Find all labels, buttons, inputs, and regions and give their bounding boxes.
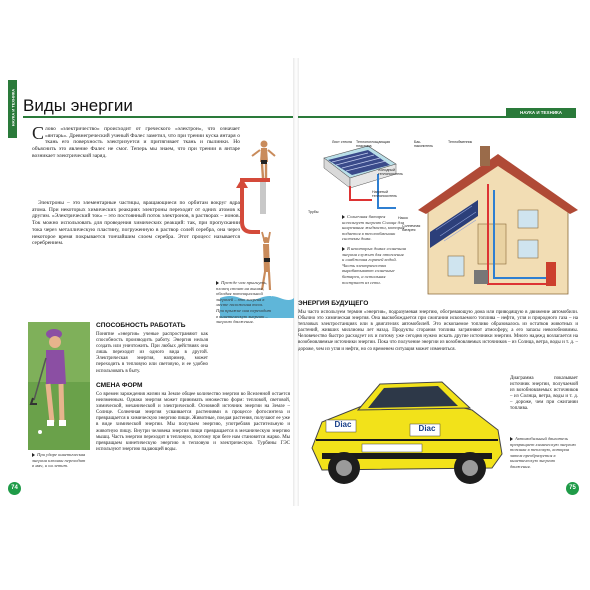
caption-triangle-icon — [216, 281, 219, 285]
page-number-left: 74 — [8, 482, 21, 495]
title-rule — [23, 116, 293, 118]
drop-cap: С — [32, 123, 45, 143]
diagram-caption-house — [342, 246, 406, 285]
diagram-caption-collector — [342, 214, 406, 242]
section-heading-forms: СМЕНА ФОРМ — [96, 382, 143, 389]
side-tab-label: НАУКА И ТЕХНИКА — [10, 88, 16, 127]
intro-paragraph-1 — [32, 123, 240, 160]
intro-text-1: лово «электричество» происходит от греческого «электрон», что означает «янтарь». Древнегреческий ученый Фалес заметил, что при трении куска янтаря о ткань его поверхность электризуется и притягивает ткань и пылинки. Но объяснить это явление Фалес не смог. Теперь мы знаем, что при трении в янтаре возникает электрический заряд. — [32, 126, 240, 159]
section-text-ability: Понятие «энергия» ученые распространяют как способность производить работу. Энергия нельзя создать или уничтожить. При любых действиях она лишь переходит из одного вида в другой. Электрическая энергия, например, может переходить в тепловую или световую, и ее удобно использовать в быту. — [96, 332, 208, 374]
golfer-caption-text: При ударе кинетическая энергия клюшки переходит в мяч, и он летит. — [32, 452, 86, 469]
page-title: Виды энергии — [23, 96, 133, 115]
car-caption-text: Автомобильный двигатель превращает химическую энергию топлива в тепловую, которая затем преобразуется в кинетическую энергию движения. — [510, 436, 576, 469]
intro-text-2: Электроны – это элементарные частицы, вращающиеся по орбитам вокруг ядра атома. При некоторых химических реакциях электроны переходят от одних атомов к другим. «Электрический ток» – это постоянный поток электронов, в растворах – ионов. Ток можно использовать для проведения химических реакций: так, при пропускании тока через металлическую пластину, погруженную в раствор солей серебра, она через некоторое время покрывается тончайшим слоем серебра. Этот процесс называется серебрением. — [32, 200, 240, 247]
label-solar: Солнечная батарея — [402, 224, 421, 233]
diagram-caption-house-text: В некоторых домах солнечная энергия служит для отопления и снабжения горячей водой. Часть электричества вырабатывают солнечные батареи, а остальная поступает из сети. — [342, 246, 406, 285]
right-title-rule — [298, 116, 576, 118]
section-text-future: Мы часто используем термин «энергия», подразумевая энергию, обогревающую дома или приводящую в движение автомобили. Обычно это химическая энергия. Она высвобождается при сжигании ископаемого топлива – нефти, угля и природного газа – на тепловых электростанциях или в двигателях автомобилей. Это ископаемое топливо образовалось из остатков животных и растений, живших миллионы лет назад. Продукты сгорания топлива загрязняют атмосферу, а его запасы невозобновимы. Человечество быстро расходует их и потому уже сегодня нужно искать другие источники энергии. Много надежд возлагается на возобновляемые источники энергии. Пока что получение энергии из возобновляемых источников – из Солнца, ветра, воды и т. д. – дороже, чем из угля и нефти, но со временем ситуация может измениться. — [298, 310, 578, 352]
caption-triangle-icon — [32, 453, 35, 457]
caption-triangle-icon — [342, 215, 345, 219]
diagram-caption-collector-text: Солнечная батарея использует энергию Солнца для нагревания жидкости, которая подается в теплообменник системы дома. — [342, 214, 405, 242]
label-hot-water: Нагретый теплоноситель — [372, 190, 397, 199]
rally-car-illustration — [302, 370, 508, 492]
left-page — [8, 58, 296, 506]
label-heat-absorbing: Теплопоглощающая пластина — [356, 140, 390, 149]
section-heading-ability: СПОСОБНОСТЬ РАБОТАТЬ — [96, 322, 186, 329]
intro-paragraph-2 — [32, 200, 240, 247]
section-text-forms: Со времен зарождения жизни на Земле общее количество энергии во Вселенной остается неизменным. Однако энергия может принимать множество форм: тепловой, световой, химической, механической и электрической. Основной источник энергии на Земле – Солнце. Солнечная энергия усваивается растениями в процессе фотосинтеза и превращается в химическую энергию пищи. Животные, поедая растения, получают ее уже в виде химической энергии. Мы получаем энергию, употребляя растительную и животную пищу. Внутри человека энергия пищи превращается в механическую энергию мышц. Часть энергии переходит в тепловую, поэтому при беге нам становится жарко. Мы превращаем кинетическую энергию в тепловую и электрическую. Турбины ГЭС используют энергию падающей воды. — [96, 392, 290, 452]
diver-caption-text: Прежде чем прыгнуть, пловец стоит на вышке, обладая потенциальной энергией – это энергия в месте положения тела. При прыжке она переходит в кинетическую энергию – энергию движения. — [216, 280, 271, 325]
label-cold-water: Холодный теплоноситель — [378, 168, 403, 177]
label-heating: Теплобменник — [448, 140, 473, 144]
caption-triangle-icon — [342, 247, 345, 251]
label-pipes: Трубы — [308, 210, 319, 214]
caption-triangle-icon — [510, 437, 513, 441]
label-glass-sheet: Лист стекла — [332, 140, 352, 144]
car-sticker-left: Diac — [334, 420, 352, 429]
car-caption — [510, 436, 576, 470]
label-batteries: Насос — [398, 216, 409, 220]
solar-house-illustration — [418, 144, 578, 296]
car-sticker-right: Diac — [418, 424, 436, 433]
right-tab: НАУКА И ТЕХНИКА — [506, 108, 576, 117]
label-pump: Бак-накопитель — [414, 140, 434, 149]
side-tab — [8, 80, 17, 138]
golfer-illustration — [28, 322, 90, 450]
right-page — [298, 58, 584, 506]
section-heading-future: ЭНЕРГИЯ БУДУЩЕГО — [298, 300, 369, 307]
car-side-text: Диаграмма показывает источник энергии, получаемой из возобновляемых источников – из Солнца, ветра, воды и т. д. – дороже, чем при сжигании топлива. — [510, 376, 578, 412]
golfer-caption — [32, 452, 88, 469]
diver-caption — [216, 280, 272, 325]
page-number-right: 75 — [566, 482, 579, 495]
